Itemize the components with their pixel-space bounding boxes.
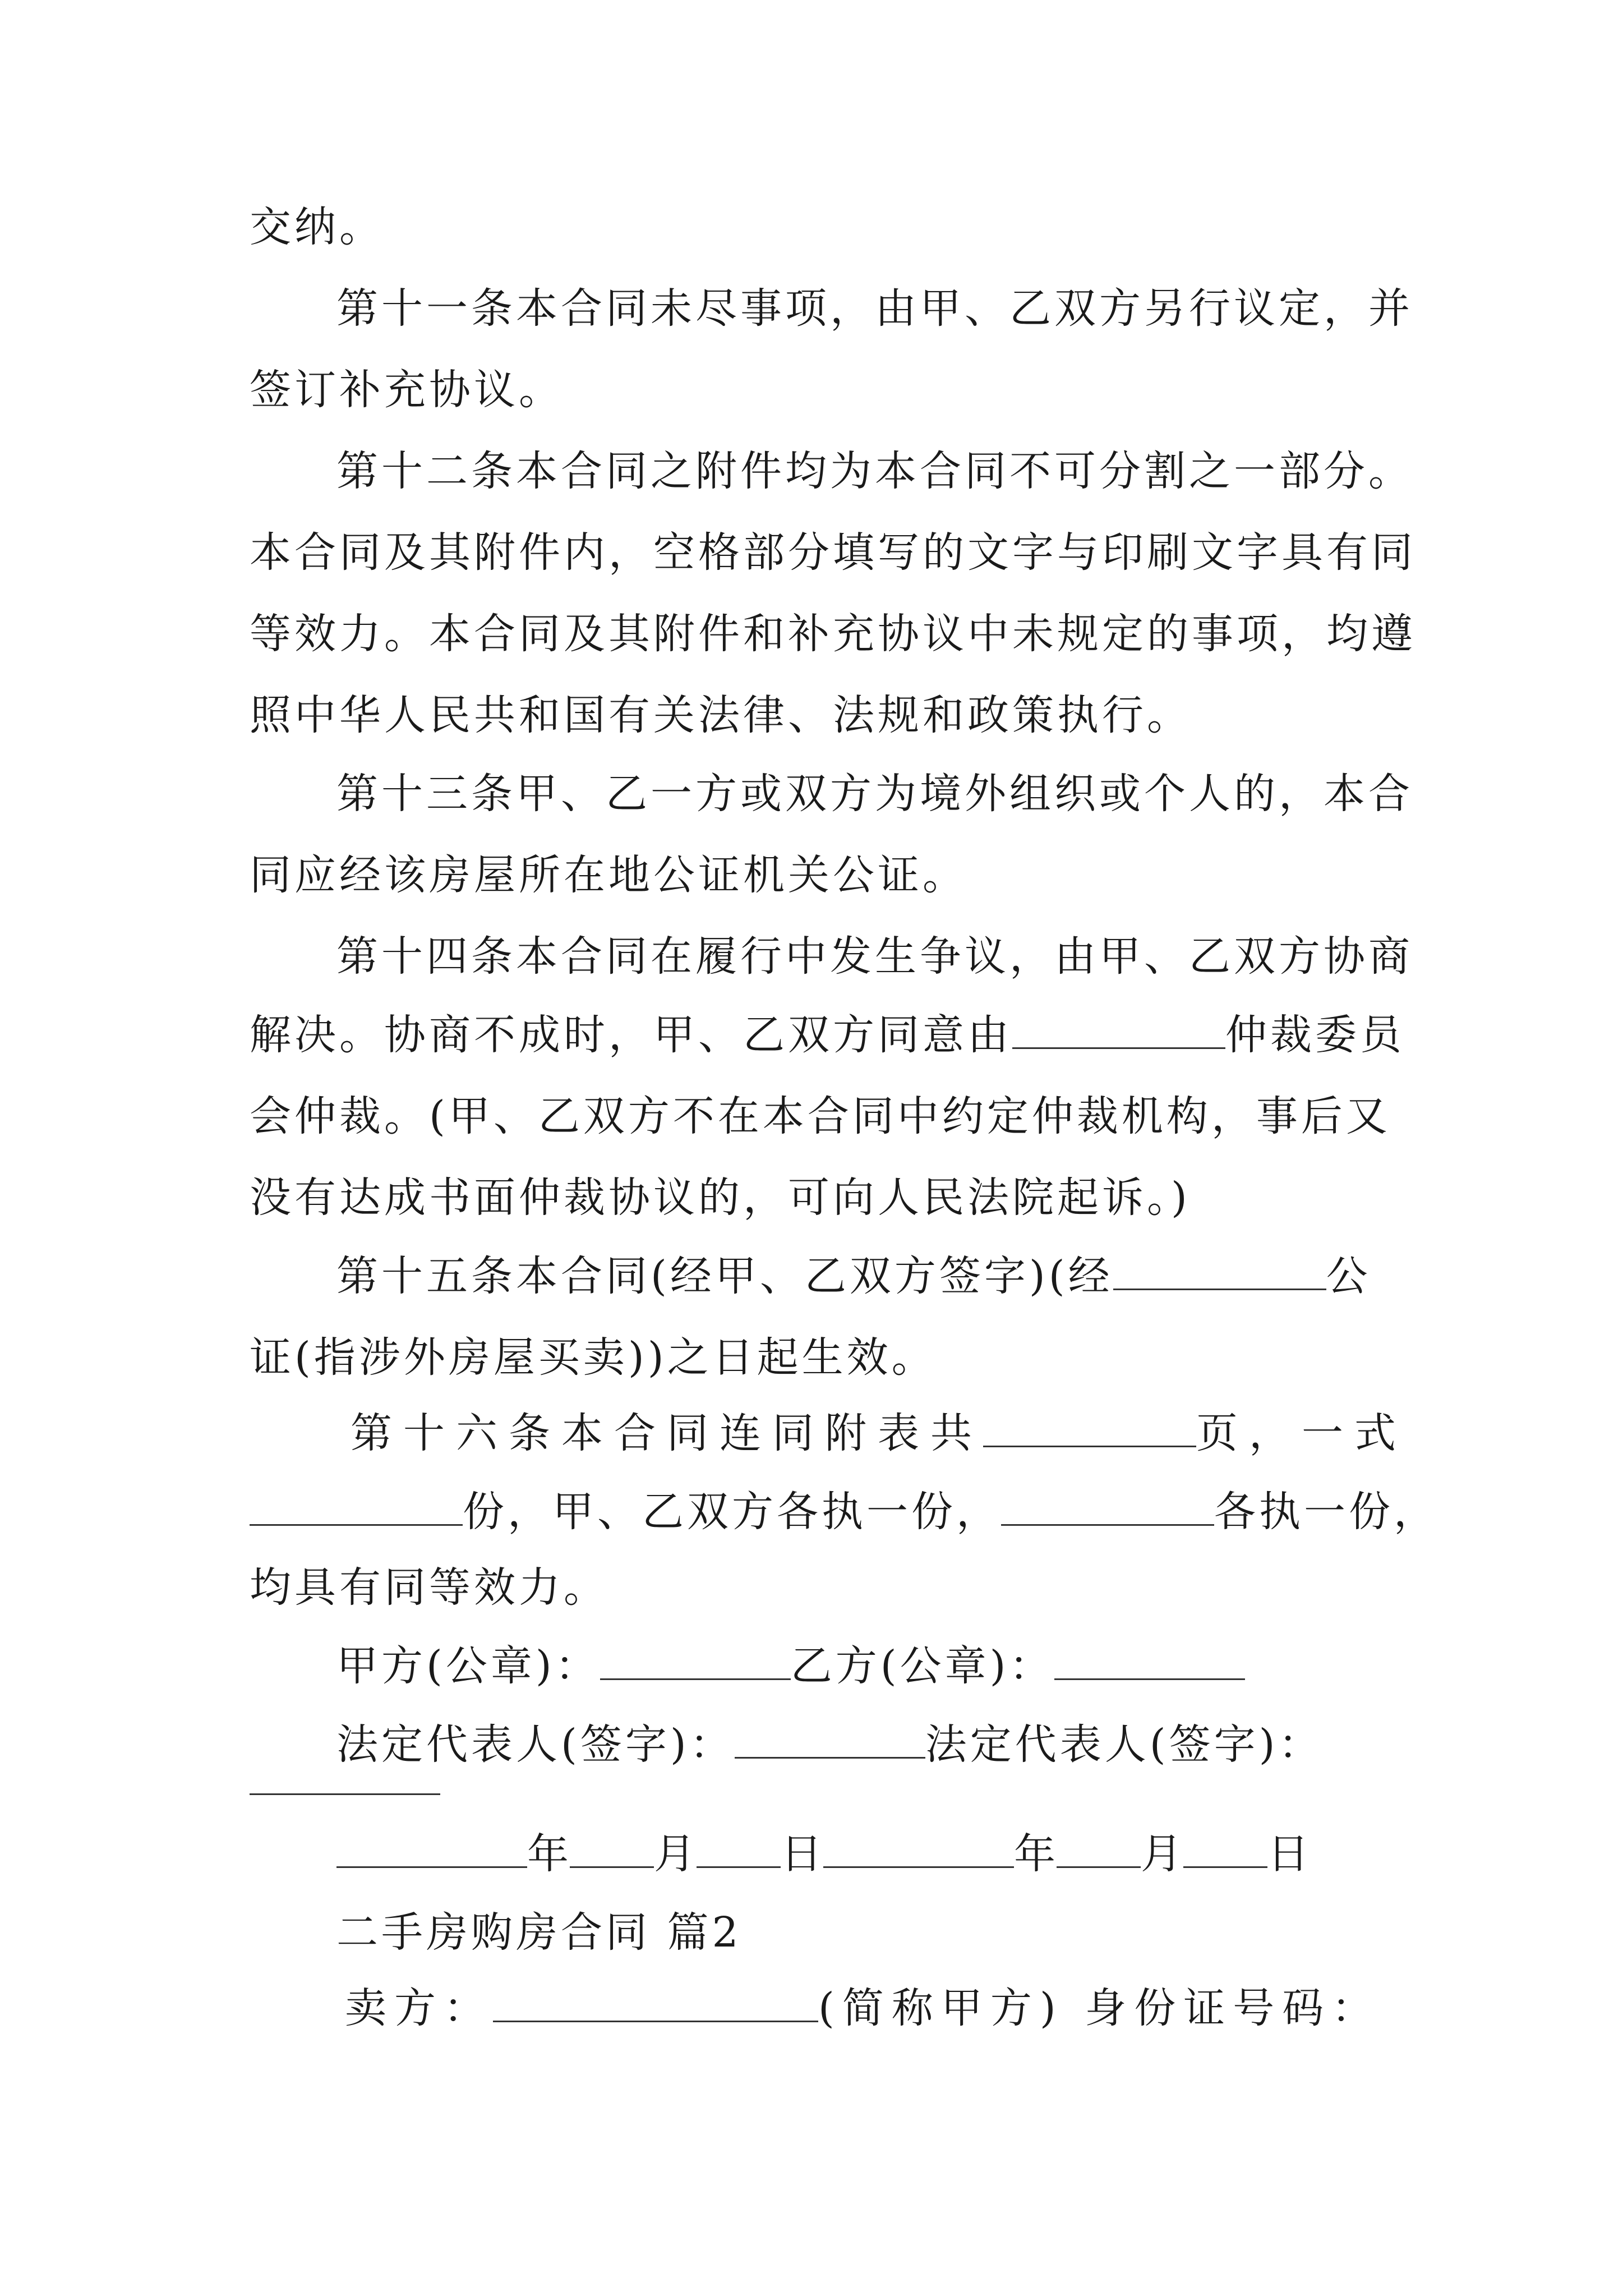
text-line: 交纳。 <box>250 203 384 251</box>
clause-15-line-2: 证(指涉外房屋买卖))之日起生效。 <box>250 1333 937 1382</box>
party-a-rep-label: 法定代表人(签字)： <box>336 1720 735 1769</box>
party-b-rep-label: 法定代表人(签字)： <box>925 1720 1324 1769</box>
day-label: 日 <box>781 1830 823 1878</box>
seller-name-blank[interactable] <box>493 1981 818 2022</box>
month-label: 月 <box>654 1830 697 1878</box>
party-a-month-blank[interactable] <box>570 1827 654 1868</box>
clause-14-line-2 <box>250 1007 1405 1063</box>
clause-12-line-4: 照中华人民共和国有关法律、法规和政策执行。 <box>250 691 1192 739</box>
arbitration-committee-blank[interactable] <box>1012 1008 1225 1049</box>
party-b-seal-blank[interactable] <box>1054 1639 1245 1680</box>
clause-16-line-1 <box>351 1405 1407 1461</box>
party-a-seal-label: 甲方(公章)： <box>336 1642 600 1690</box>
party-b-month-blank[interactable] <box>1057 1827 1141 1868</box>
year-label: 年 <box>527 1830 570 1878</box>
other-party-blank[interactable] <box>1001 1485 1214 1526</box>
clause-11-line-1: 第十一条本合同未尽事项，由甲、乙双方另行议定，并 <box>336 284 1413 333</box>
party-b-year-blank[interactable] <box>823 1827 1014 1868</box>
clause-14-line-4: 没有达成书面仲裁协议的，可向人民法院起诉。) <box>250 1174 1191 1222</box>
party-a-seal-blank[interactable] <box>600 1639 791 1680</box>
seller-suffix: (简称甲方) 身份证号码： <box>818 1984 1381 2032</box>
pages-count-blank[interactable] <box>983 1406 1196 1447</box>
clause-16-text-c: 份，甲、乙双方各执一份， <box>463 1488 1001 1536</box>
clause-14-line-1: 第十四条本合同在履行中发生争议，由甲、乙双方协商 <box>336 932 1413 981</box>
notary-blank[interactable] <box>1113 1249 1326 1290</box>
clause-16-text-d: 各执一份， <box>1214 1488 1438 1536</box>
clause-12-line-1: 第十二条本合同之附件均为本合同不可分割之一部分。 <box>336 447 1413 495</box>
party-b-day-blank[interactable] <box>1183 1827 1267 1868</box>
clause-12-line-2: 本合同及其附件内，空格部分填写的文字与印刷文字具有同 <box>250 528 1416 577</box>
clause-14-line-3: 会仲裁。(甲、乙双方不在本合同中约定仲裁机构，事后又 <box>250 1092 1391 1140</box>
section-title: 二手房购房合同 篇2 <box>336 1908 742 1957</box>
clause-14-text-a: 解决。协商不成时，甲、乙双方同意由 <box>250 1011 1012 1059</box>
clause-15-line-1 <box>336 1248 1371 1304</box>
party-a-year-blank[interactable] <box>336 1827 527 1868</box>
seller-label: 卖方： <box>345 1984 493 2032</box>
clause-16-text-b: 页，一式 <box>1196 1409 1407 1457</box>
clause-14-text-b: 仲裁委员 <box>1225 1011 1405 1059</box>
copies-count-blank[interactable] <box>250 1485 463 1526</box>
clause-13-line-2: 同应经该房屋所在地公证机关公证。 <box>250 851 967 899</box>
seller-line <box>345 1980 1381 2036</box>
clause-12-line-3: 等效力。本合同及其附件和补充协议中未规定的事项，均遵 <box>250 610 1416 658</box>
day-label: 日 <box>1267 1830 1310 1878</box>
party-b-seal-label: 乙方(公章)： <box>790 1642 1054 1690</box>
clause-15-text-a: 第十五条本合同(经甲、乙双方签字)(经 <box>336 1252 1113 1300</box>
representative-overflow-line <box>250 1753 440 1809</box>
clause-15-text-b: 公 <box>1326 1252 1371 1300</box>
clause-16-line-2 <box>250 1484 1438 1540</box>
clause-13-line-1: 第十三条甲、乙一方或双方为境外组织或个人的，本合 <box>336 770 1413 818</box>
date-line <box>336 1826 1310 1882</box>
clause-16-line-3: 均具有同等效力。 <box>250 1563 608 1612</box>
party-a-rep-blank[interactable] <box>735 1718 925 1759</box>
month-label: 月 <box>1141 1830 1183 1878</box>
clause-16-text-a: 第十六条本合同连同附表共 <box>351 1409 983 1457</box>
party-a-day-blank[interactable] <box>697 1827 781 1868</box>
clause-11-line-2: 签订补充协议。 <box>250 366 564 414</box>
year-label: 年 <box>1014 1830 1057 1878</box>
representative-line <box>336 1717 1324 1773</box>
party-b-rep-blank[interactable] <box>250 1754 440 1795</box>
seal-line <box>336 1638 1245 1694</box>
